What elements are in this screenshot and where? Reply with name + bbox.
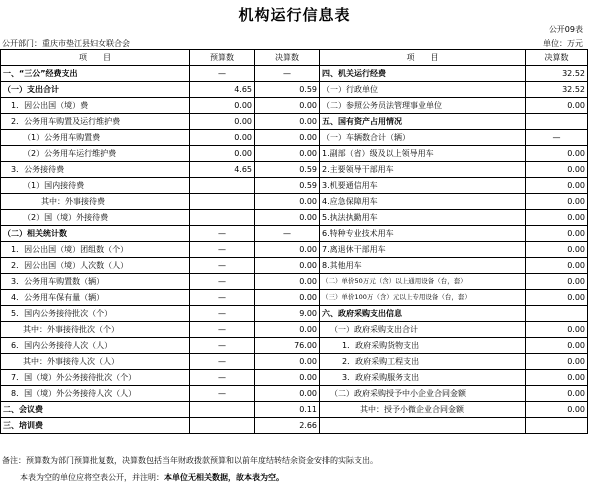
budget-cell xyxy=(190,402,255,418)
table-row xyxy=(1,98,588,114)
actual-cell: 0.59 xyxy=(255,82,320,98)
header-item-right: 项 目 xyxy=(320,50,526,66)
row-label-right: （二）政府采购授予中小企业合同金额 xyxy=(320,386,526,402)
table-row xyxy=(1,258,588,274)
table-row xyxy=(1,306,588,322)
row-label: 5．国内公务接待批次（个） xyxy=(1,306,190,322)
row-label-right: 六、政府采购支出信息 xyxy=(320,306,526,322)
budget-cell: — xyxy=(190,242,255,258)
table-row xyxy=(1,290,588,306)
footnote-empty-table-statement: 本单位无相关数据，故本表为空。 xyxy=(164,473,284,482)
budget-cell xyxy=(190,418,255,434)
actual-cell: 0.11 xyxy=(255,402,320,418)
row-label: 4．公务用车保有量（辆） xyxy=(1,290,190,306)
actual-cell-right: — xyxy=(526,130,588,146)
table-row xyxy=(1,210,588,226)
row-label-right: （二）参照公务员法管理事业单位 xyxy=(320,98,526,114)
budget-cell: 0.00 xyxy=(190,98,255,114)
actual-cell: 0.00 xyxy=(255,370,320,386)
actual-cell: 9.00 xyxy=(255,306,320,322)
actual-cell-right: 0.00 xyxy=(526,354,588,370)
actual-cell-right: 0.00 xyxy=(526,258,588,274)
row-label: 3．公务用车购置数（辆） xyxy=(1,274,190,290)
row-label: 7．国（境）外公务接待批次（个） xyxy=(1,370,190,386)
row-label-right xyxy=(320,418,526,434)
budget-cell: — xyxy=(190,274,255,290)
row-label-right: （三）单价100万（含）元以上专用设备（台，套） xyxy=(320,290,526,306)
budget-cell: — xyxy=(190,354,255,370)
table-row xyxy=(1,242,588,258)
row-label: （2）公务用车运行维护费 xyxy=(1,146,190,162)
row-label: 其中：外事接待人次（人） xyxy=(1,354,190,370)
actual-cell-right: 0.00 xyxy=(526,226,588,242)
table-row xyxy=(1,322,588,338)
actual-cell-right: 0.00 xyxy=(526,178,588,194)
actual-cell: 0.00 xyxy=(255,114,320,130)
budget-cell xyxy=(190,210,255,226)
table-row xyxy=(1,146,588,162)
budget-cell: 0.00 xyxy=(190,130,255,146)
row-label: （二）相关统计数 xyxy=(1,226,190,242)
actual-cell-right: 0.00 xyxy=(526,194,588,210)
actual-cell: — xyxy=(255,66,320,82)
row-label: 三、培训费 xyxy=(1,418,190,434)
budget-cell: — xyxy=(190,226,255,242)
actual-cell: 0.00 xyxy=(255,274,320,290)
budget-cell: 4.65 xyxy=(190,162,255,178)
row-label-right: 1．政府采购货物支出 xyxy=(320,338,526,354)
actual-cell-right: 0.00 xyxy=(526,210,588,226)
actual-cell-right: 0.00 xyxy=(526,274,588,290)
budget-cell: — xyxy=(190,386,255,402)
actual-cell: 0.00 xyxy=(255,258,320,274)
footnote-empty-table xyxy=(20,472,284,483)
actual-cell-right xyxy=(526,306,588,322)
actual-cell: 0.00 xyxy=(255,194,320,210)
row-label-right: 5.执法执勤用车 xyxy=(320,210,526,226)
page-title: 机构运行信息表 xyxy=(238,6,351,24)
actual-cell-right: 32.52 xyxy=(526,66,588,82)
row-label: 6．国内公务接待人次（人） xyxy=(1,338,190,354)
footnote-empty-table-instruction: 本表为空的单位应将空表公开，并注明： xyxy=(20,473,164,482)
row-label: 其中：外事接待费 xyxy=(1,194,190,210)
row-label-right: （一）政府采购支出合计 xyxy=(320,322,526,338)
actual-cell: 0.00 xyxy=(255,290,320,306)
row-label-right: 7.离退休干部用车 xyxy=(320,242,526,258)
row-label-right: 4.应急保障用车 xyxy=(320,194,526,210)
budget-cell: — xyxy=(190,66,255,82)
table-row xyxy=(1,66,588,82)
row-label-right: （二）单价50万元（含）以上通用设备（台，套） xyxy=(320,274,526,290)
actual-cell-right: 0.00 xyxy=(526,402,588,418)
actual-cell-right: 0.00 xyxy=(526,98,588,114)
actual-cell-right: 0.00 xyxy=(526,242,588,258)
table-row xyxy=(1,386,588,402)
row-label-right: （一）行政单位 xyxy=(320,82,526,98)
row-label: 1．因公出国（境）团组数（个） xyxy=(1,242,190,258)
actual-cell: 0.00 xyxy=(255,354,320,370)
actual-cell: 0.00 xyxy=(255,146,320,162)
actual-cell: — xyxy=(255,226,320,242)
table-row xyxy=(1,114,588,130)
actual-cell-right: 0.00 xyxy=(526,290,588,306)
row-label-right: 2．政府采购工程支出 xyxy=(320,354,526,370)
row-label: 2．公务用车购置及运行维护费 xyxy=(1,114,190,130)
actual-cell: 0.59 xyxy=(255,178,320,194)
header-actual-right: 决算数 xyxy=(526,50,588,66)
budget-cell: — xyxy=(190,306,255,322)
budget-cell: — xyxy=(190,290,255,306)
row-label: （2）国（境）外接待费 xyxy=(1,210,190,226)
actual-cell-right: 0.00 xyxy=(526,162,588,178)
table-row xyxy=(1,194,588,210)
info-table xyxy=(0,49,588,434)
header-item-left: 项 目 xyxy=(1,50,190,66)
actual-cell: 0.00 xyxy=(255,386,320,402)
budget-cell xyxy=(190,194,255,210)
actual-cell-right: 0.00 xyxy=(526,146,588,162)
row-label: 二、会议费 xyxy=(1,402,190,418)
budget-cell: — xyxy=(190,258,255,274)
header-budget: 预算数 xyxy=(190,50,255,66)
actual-cell-right xyxy=(526,418,588,434)
footnote-remark: 备注：预算数为部门预算批复数，决算数包括当年财政拨款预算和以前年度结转结余资金安排的实际支出。 xyxy=(2,456,378,465)
actual-cell-right xyxy=(526,114,588,130)
row-label: 2．因公出国（境）人次数（人） xyxy=(1,258,190,274)
budget-cell xyxy=(190,178,255,194)
table-row xyxy=(1,402,588,418)
table-row xyxy=(1,274,588,290)
budget-cell: 0.00 xyxy=(190,114,255,130)
table-row xyxy=(1,354,588,370)
table-row xyxy=(1,370,588,386)
row-label: （1）公务用车购置费 xyxy=(1,130,190,146)
actual-cell: 0.00 xyxy=(255,210,320,226)
table-row xyxy=(1,418,588,434)
row-label: 3．公务接待费 xyxy=(1,162,190,178)
header-actual: 决算数 xyxy=(255,50,320,66)
table-row xyxy=(1,130,588,146)
actual-cell-right: 0.00 xyxy=(526,386,588,402)
row-label-right: 五、国有资产占用情况 xyxy=(320,114,526,130)
unit-label: 单位：万元 xyxy=(543,39,583,48)
row-label-right: 3.机要通信用车 xyxy=(320,178,526,194)
row-label-right: （一）车辆数合计（辆） xyxy=(320,130,526,146)
row-label-right: 2.主要领导干部用车 xyxy=(320,162,526,178)
row-label: 1．因公出国（境）费 xyxy=(1,98,190,114)
table-row xyxy=(1,82,588,98)
form-number: 公开09表 xyxy=(548,25,583,34)
row-label-right: 四、机关运行经费 xyxy=(320,66,526,82)
actual-cell: 2.66 xyxy=(255,418,320,434)
actual-cell-right: 32.52 xyxy=(526,82,588,98)
table-row xyxy=(1,338,588,354)
table-row xyxy=(1,226,588,242)
row-label-right: 其中：授予小微企业合同金额 xyxy=(320,402,526,418)
budget-cell: 4.65 xyxy=(190,82,255,98)
row-label: 8．国（境）外公务接待人次（人） xyxy=(1,386,190,402)
row-label: 其中：外事接待批次（个） xyxy=(1,322,190,338)
actual-cell: 0.00 xyxy=(255,242,320,258)
budget-cell: — xyxy=(190,338,255,354)
actual-cell-right: 0.00 xyxy=(526,370,588,386)
actual-cell: 0.00 xyxy=(255,322,320,338)
actual-cell-right: 0.00 xyxy=(526,338,588,354)
budget-cell: 0.00 xyxy=(190,146,255,162)
row-label-right: 3．政府采购服务支出 xyxy=(320,370,526,386)
row-label: （1）国内接待费 xyxy=(1,178,190,194)
budget-cell: — xyxy=(190,322,255,338)
actual-cell: 0.59 xyxy=(255,162,320,178)
row-label-right: 6.特种专业技术用车 xyxy=(320,226,526,242)
actual-cell: 0.00 xyxy=(255,130,320,146)
department-label: 公开部门：重庆市垫江县妇女联合会 xyxy=(2,39,130,48)
row-label: （一）支出合计 xyxy=(1,82,190,98)
table-row xyxy=(1,162,588,178)
row-label-right: 1.副部（省）级及以上领导用车 xyxy=(320,146,526,162)
table-row xyxy=(1,178,588,194)
budget-cell: — xyxy=(190,370,255,386)
row-label-right: 8.其他用车 xyxy=(320,258,526,274)
table-header-row xyxy=(1,50,588,66)
actual-cell: 0.00 xyxy=(255,98,320,114)
actual-cell-right: 0.00 xyxy=(526,322,588,338)
actual-cell: 76.00 xyxy=(255,338,320,354)
row-label: 一、“三公”经费支出 xyxy=(1,66,190,82)
